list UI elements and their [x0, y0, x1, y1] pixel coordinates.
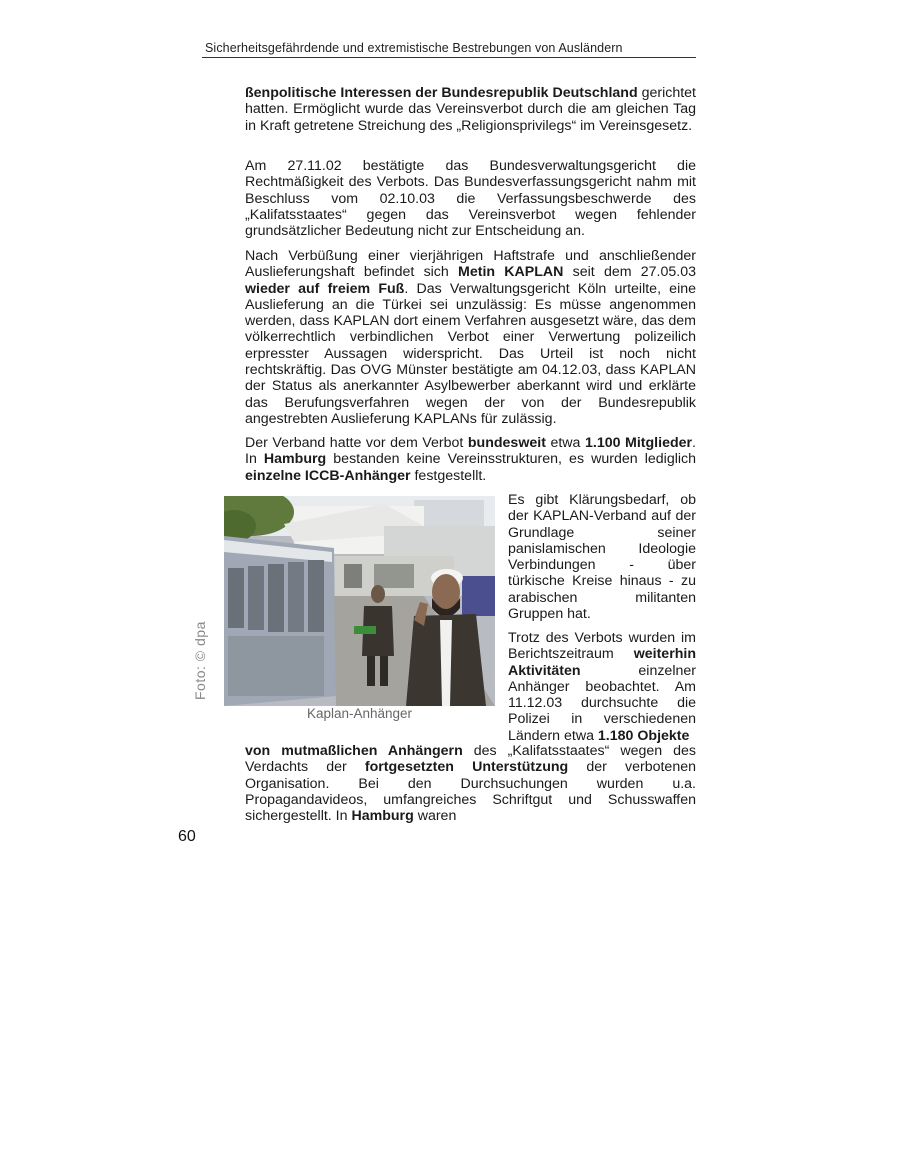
text-run: Es gibt Klärungsbedarf, ob der KAPLAN-Verband auf der Grundlage seiner panislamischen Ideologie Verbindungen - über türkische Kreise hinaus - zu arabischen militanten Gruppen hat. — [508, 492, 696, 623]
text-run: Am 27.11.02 bestätigte das Bundesverwaltungsgericht die Rechtmäßigkeit des Verbots. Das Bundesverfassungsgericht nahm mit Beschluss vom 02.10.03 die Verfassungsbeschwerde des „Kalifatsstaates“ gegen das Vereinsverbot wegen fehlender grundsätzlicher Bedeutung nicht zur Entscheidung an. — [245, 158, 696, 240]
text-run: seit dem 27.05.03 — [563, 264, 697, 281]
photo-illustration — [224, 496, 495, 706]
bold-text-run: von mutmaßlichen Anhängern — [245, 743, 463, 759]
paragraph-text — [245, 248, 696, 427]
paragraph-3 — [245, 248, 696, 427]
running-header: Sicherheitsgefährdende und extremistische Bestrebungen von Ausländern — [205, 41, 623, 55]
text-run: etwa — [545, 435, 585, 451]
text-run: des „Kalifatsstaates“ wegen des Verdachts der — [245, 743, 696, 776]
paragraph-7 — [245, 743, 696, 824]
text-run: Der Verband hatte vor dem Verbot — [245, 435, 468, 451]
text-run: Trotz des Verbots wurden im Berichtszeitraum — [508, 630, 696, 663]
bold-text-run: Metin KAPLAN — [458, 264, 564, 281]
paragraph-text — [245, 743, 696, 824]
bold-text-run: weiterhin Aktivitäten — [508, 646, 696, 679]
text-run: . Das Verwaltungsgericht Köln urteilte, eine Auslieferung an die Türkei sei unzulässig: Es müsse angenommen werden, dass KAPLAN dort einem Verfahren ausgesetzt wäre, das dem völkerrechtlich verbindlichen Verbot einer Verwertung polizeilich erpresster Aussagen widerspricht. Das Urteil ist noch nicht rechtskräftig. Das OVG Münster bestätigte am 04.12.03, dass KAPLAN der Status als anerkannter Asylbewerber aberkannt wird und erklärte das Berufungsverfahren wegen der von der Bundesrepublik angestrebten Auslieferung KAPLANs für zulässig. — [245, 280, 697, 427]
text-run: gerichtet hatten. Ermöglicht wurde das Vereinsverbot durch die am gleichen Tag in Kraft getretene Streichung des „Religionsprivilegs“ im Vereinsgesetz. — [245, 85, 697, 134]
bold-text-run: 1.180 Objekte — [597, 727, 690, 744]
bold-text-run: wieder auf freiem Fuß — [245, 280, 405, 297]
header-rule — [202, 57, 696, 58]
page-number: 60 — [178, 828, 196, 845]
text-run: Nach Verbüßung einer vierjährigen Haftstrafe und anschließender Auslieferungshaft befindet sich — [245, 248, 696, 281]
paragraph-text — [508, 492, 696, 622]
text-run: . In — [245, 435, 696, 468]
bold-text-run: Hamburg — [263, 451, 327, 468]
text-run: festgestellt. — [410, 467, 487, 484]
paragraph-2 — [245, 158, 696, 239]
bold-text-run: fortgesetzten Unterstützung — [364, 759, 569, 776]
paragraph-text — [508, 630, 696, 744]
bold-text-run: bundesweit — [467, 435, 546, 451]
photo-image — [224, 496, 495, 706]
bold-text-run: 1.100 Mitglieder — [584, 435, 693, 451]
text-run: waren — [413, 808, 457, 825]
paragraph-6 — [508, 630, 696, 744]
paragraph-text — [245, 158, 696, 239]
photo-caption: Kaplan-Anhänger — [306, 706, 413, 721]
paragraph-text — [245, 435, 696, 484]
bold-text-run: ßenpolitische Interessen der Bundesrepublik Deutschland — [245, 85, 638, 101]
text-run: bestanden keine Vereinsstrukturen, es wurden lediglich — [326, 451, 696, 468]
photo-credit: Foto: © dpa — [192, 621, 208, 700]
text-run: der verbotenen Organisation. Bei den Durchsuchungen wurden u.a. Propagandavideos, umfangreiches Schriftgut und Schusswaffen sichergestellt. In — [245, 759, 696, 825]
text-run: einzelner Anhänger beobachtet. Am 11.12.03 durchsuchte die Polizei in verschiedenen Ländern etwa — [508, 662, 696, 744]
paragraph-4 — [245, 435, 696, 484]
bold-text-run: Hamburg — [351, 808, 414, 825]
paragraph-text — [245, 85, 696, 134]
bold-text-run: einzelne ICCB-Anhänger — [245, 467, 411, 484]
paragraph-5 — [508, 492, 696, 622]
paragraph-1 — [245, 85, 696, 134]
